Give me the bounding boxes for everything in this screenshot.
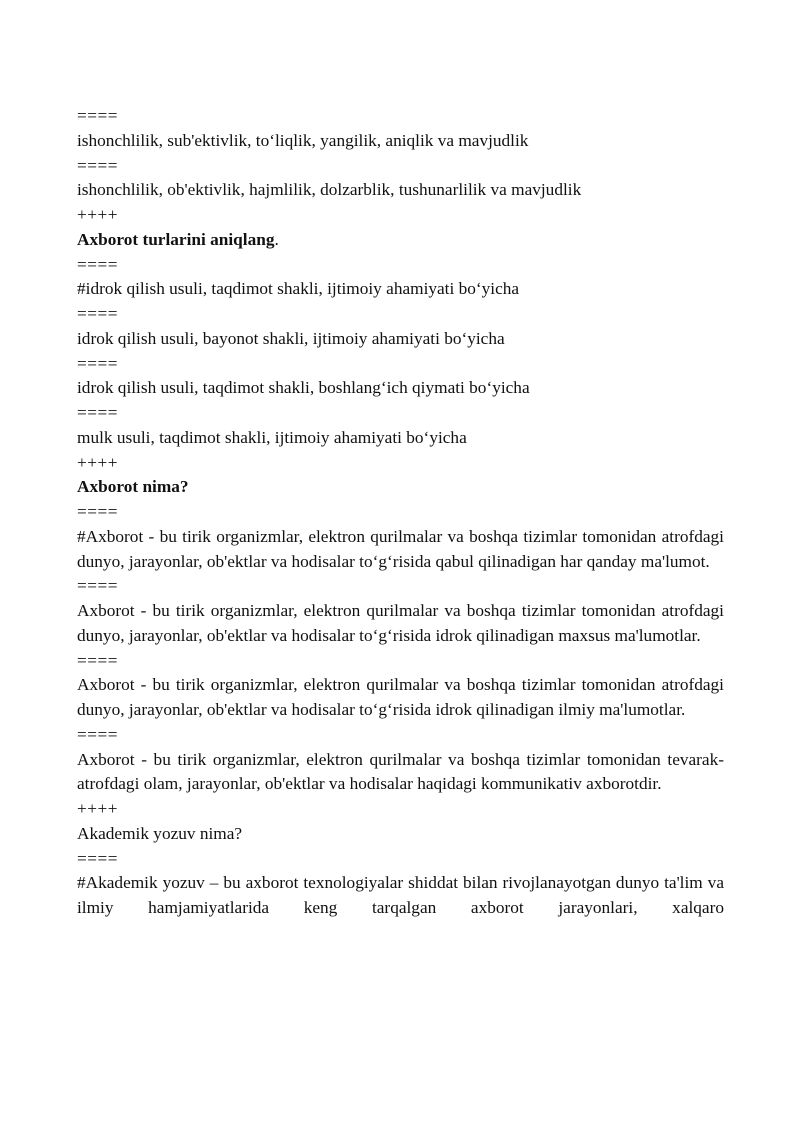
answer-option: ishonchlilik, sub'ektivlik, toʻliqlik, yangilik, aniqlik va mavjudlik <box>77 130 529 150</box>
answer-option: idrok qilish usuli, taqdimot shakli, boshlangʻich qiymati boʻyicha <box>77 378 530 398</box>
separator-plus: ++++ <box>77 205 118 224</box>
separator-equal: ==== <box>77 848 118 868</box>
separator-equal: ==== <box>77 155 118 175</box>
document-body <box>77 104 724 921</box>
question-heading: Axborot nima? <box>77 477 189 497</box>
question-heading: Akademik yozuv nima? <box>77 823 243 843</box>
separator-equal: ==== <box>77 650 118 670</box>
answer-option: Axborot - bu tirik organizmlar, elektron qurilmalar va boshqa tizimlar tomonidan tevarak-atrofdagi olam, jarayonlar, ob'ektlar va hodisalar haqidagi kommunikativ axborotdir. <box>77 749 724 794</box>
separator-equal: ==== <box>77 502 118 521</box>
separator-equal: ==== <box>77 724 118 744</box>
separator-plus: ++++ <box>77 452 118 472</box>
answer-option: idrok qilish usuli, bayonot shakli, ijtimoiy ahamiyati boʻyicha <box>77 328 505 348</box>
separator-equal: ==== <box>77 254 118 274</box>
separator-equal: ==== <box>77 304 118 323</box>
question-text-bold: Axborot turlarini aniqlang <box>77 229 275 249</box>
answer-option: ishonchlilik, ob'ektivlik, hajmlilik, dolzarblik, tushunarlilik va mavjudlik <box>77 180 582 200</box>
answer-option-correct: #Axborot - bu tirik organizmlar, elektron qurilmalar va boshqa tizimlar tomonidan atrofdagi dunyo, jarayonlar, ob'ektlar va hodisalar toʻgʻrisida qabul qilinadigan har qanday ma'lumot. <box>77 526 724 571</box>
separator-equal: ==== <box>77 353 118 373</box>
answer-option: mulk usuli, taqdimot shakli, ijtimoiy ahamiyati boʻyicha <box>77 427 467 447</box>
separator-equal: ==== <box>77 106 118 125</box>
answer-option: Axborot - bu tirik organizmlar, elektron qurilmalar va boshqa tizimlar tomonidan atrofdagi dunyo, jarayonlar, ob'ektlar va hodisalar toʻgʻrisida idrok qilinadigan ilmiy ma'lumotlar. <box>77 675 724 719</box>
answer-option: Axborot - bu tirik organizmlar, elektron qurilmalar va boshqa tizimlar tomonidan atrofdagi dunyo, jarayonlar, ob'ektlar va hodisalar toʻgʻrisida idrok qilinadigan maxsus ma'lumotlar. <box>77 601 724 645</box>
answer-option-correct: #idrok qilish usuli, taqdimot shakli, ijtimoiy ahamiyati boʻyicha <box>77 279 520 299</box>
separator-equal: ==== <box>77 403 118 422</box>
separator-equal: ==== <box>77 576 118 596</box>
question-text-tail: . <box>274 229 279 249</box>
question-heading <box>77 228 724 253</box>
answer-option-correct: #Akademik yozuv – bu axborot texnologiyalar shiddat bilan rivojlanayotgan dunyo ta'lim va ilmiy hamjamiyatlarida keng tarqalgan axborot jarayonlari, xalqaro <box>77 873 724 917</box>
separator-plus: ++++ <box>77 799 118 818</box>
